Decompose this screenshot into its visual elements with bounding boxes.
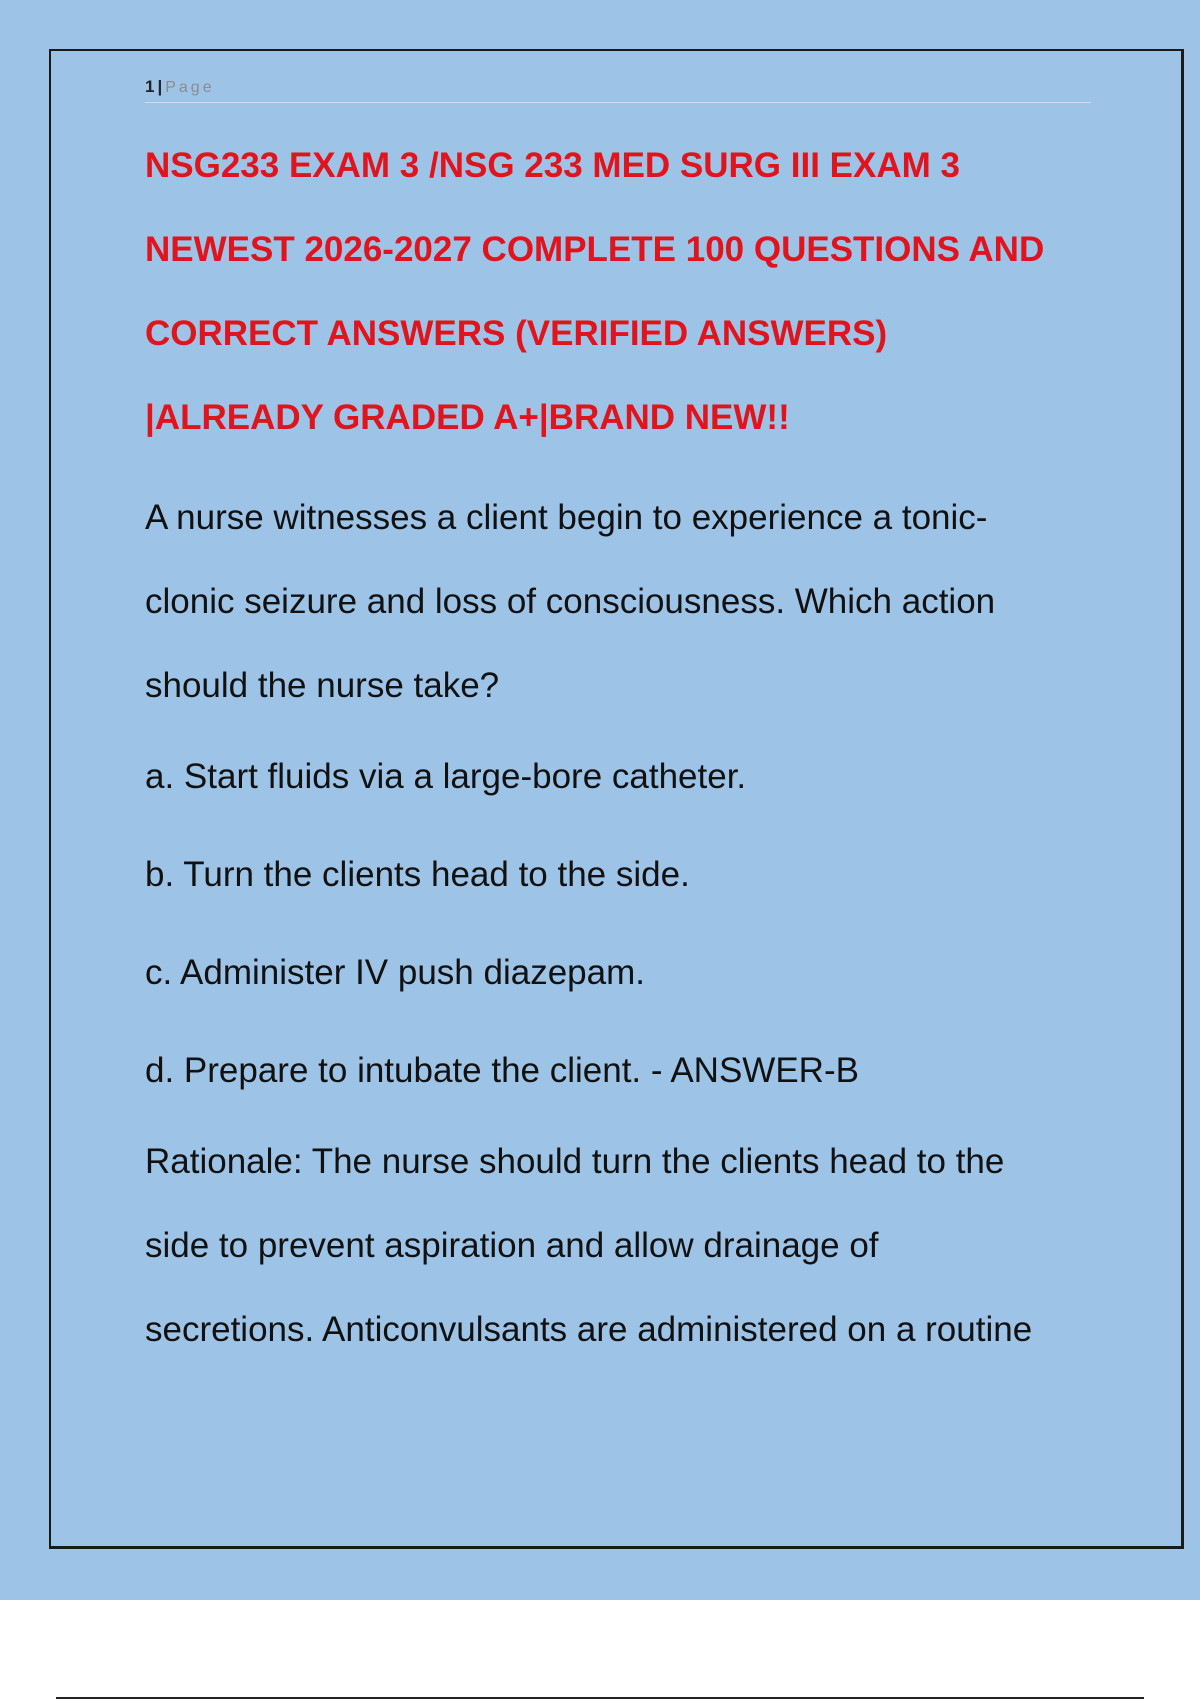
option-d: d. Prepare to intubate the client. - ANSWER-B bbox=[145, 1051, 859, 1090]
rationale-line: secretions. Anticonvulsants are administered on a routine bbox=[145, 1310, 1033, 1349]
option-a: a. Start fluids via a large-bore catheter. bbox=[145, 757, 747, 796]
page-word: Page bbox=[165, 79, 215, 96]
page-separator: | bbox=[157, 77, 163, 96]
title-line: NSG233 EXAM 3 /NSG 233 MED SURG III EXAM 3 bbox=[145, 146, 960, 185]
page-number: 1 bbox=[145, 77, 155, 96]
question-line: clonic seizure and loss of consciousness. Which action bbox=[145, 582, 996, 621]
question-line: should the nurse take? bbox=[145, 666, 500, 705]
question-text bbox=[145, 476, 1105, 728]
rationale-line: side to prevent aspiration and allow drainage of bbox=[145, 1226, 879, 1265]
title-line: NEWEST 2026-2027 COMPLETE 100 QUESTIONS AND bbox=[145, 230, 1045, 269]
option-c: c. Administer IV push diazepam. bbox=[145, 953, 645, 992]
option-b: b. Turn the clients head to the side. bbox=[145, 855, 690, 894]
page-header bbox=[145, 74, 1091, 103]
rationale-line: Rationale: The nurse should turn the clients head to the bbox=[145, 1142, 1005, 1181]
title-line: CORRECT ANSWERS (VERIFIED ANSWERS) bbox=[145, 314, 888, 353]
document-title bbox=[145, 124, 1105, 460]
answer-options bbox=[145, 728, 1105, 1120]
title-line: |ALREADY GRADED A+|BRAND NEW!! bbox=[145, 398, 790, 437]
rationale-text bbox=[145, 1120, 1105, 1372]
bottom-divider bbox=[56, 1697, 1144, 1699]
document-content bbox=[145, 124, 1105, 1372]
question-line: A nurse witnesses a client begin to experience a tonic- bbox=[145, 498, 988, 537]
